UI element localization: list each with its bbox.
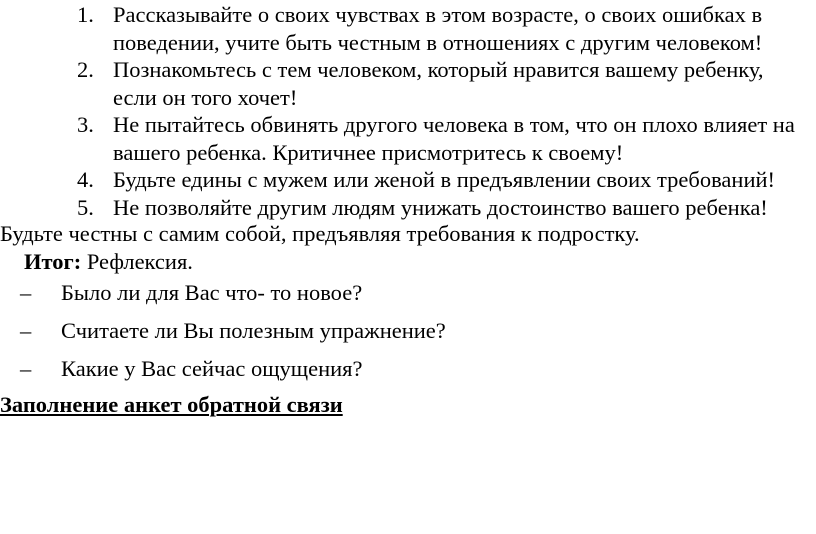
list-item [0, 56, 816, 111]
question-text: Какие у Вас сейчас ощущения? [61, 356, 363, 381]
question-item [0, 354, 816, 389]
list-item-number: 3. [77, 112, 94, 137]
list-item-text: Рассказывайте о своих чувствах в этом возрасте, о своих ошибках в поведении, учите быть честным в отношениях с другим человеком! [113, 2, 763, 55]
result-label: Итог: [24, 248, 82, 274]
result-line [0, 248, 816, 276]
list-item-text: Не пытайтесь обвинять другого человека в том, что он плохо влияет на вашего ребенка. Критичнее присмотритесь к своему! [113, 112, 795, 165]
advice-list [0, 1, 816, 221]
dash-bullet: – [20, 318, 32, 343]
question-item [0, 278, 816, 313]
list-item-number: 2. [77, 57, 94, 82]
dash-bullet: – [20, 280, 32, 305]
list-item-text: Познакомьтесь с тем человеком, который нравится вашему ребенку, если он того хочет! [113, 57, 764, 110]
list-item [0, 194, 816, 222]
reflection-questions [0, 278, 816, 389]
list-item-text: Не позволяйте другим людям унижать достоинство вашего ребенка! [113, 194, 768, 220]
list-item-number: 5. [77, 194, 94, 220]
list-item-number: 4. [77, 167, 94, 192]
summary-paragraph: Будьте честны с самим собой, предъявляя требования к подростку. [0, 221, 640, 246]
list-item-text: Будьте едины с мужем или женой в предъявлении своих требований! [113, 167, 776, 192]
dash-bullet: – [20, 356, 32, 381]
list-item [0, 1, 816, 56]
result-text: Рефлексия. [81, 248, 193, 274]
question-text: Считаете ли Вы полезным упражнение? [61, 318, 446, 343]
feedback-heading: Заполнение анкет обратной связи [0, 392, 343, 417]
list-item [0, 166, 816, 194]
question-text: Было ли для Вас что- то новое? [61, 280, 363, 305]
list-item [0, 111, 816, 166]
question-item [0, 316, 816, 351]
list-item-number: 1. [77, 2, 94, 27]
